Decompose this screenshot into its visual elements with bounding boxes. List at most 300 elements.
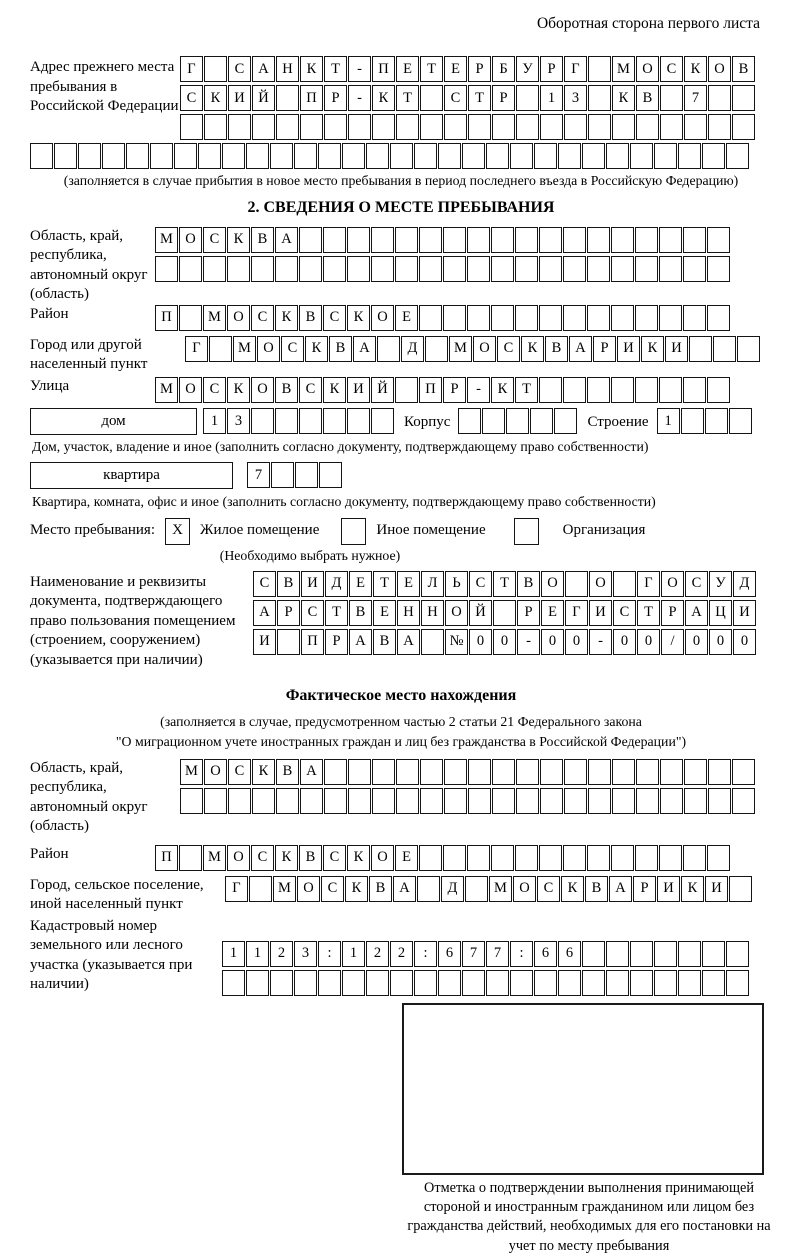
char-box[interactable] [565, 571, 588, 597]
char-box[interactable]: О [297, 876, 320, 902]
char-box[interactable]: С [301, 600, 324, 626]
char-box[interactable] [708, 788, 731, 814]
char-box[interactable] [318, 143, 341, 169]
char-box[interactable]: О [227, 845, 250, 871]
char-box[interactable]: Й [252, 85, 275, 111]
char-box[interactable]: В [299, 845, 322, 871]
char-box[interactable] [295, 462, 318, 488]
char-box[interactable] [491, 845, 514, 871]
char-box[interactable] [707, 256, 730, 282]
apartment-type-box[interactable]: квартира [30, 462, 233, 489]
char-box[interactable] [347, 227, 370, 253]
char-box[interactable]: К [227, 227, 250, 253]
char-box[interactable] [659, 377, 682, 403]
char-box[interactable] [180, 114, 203, 140]
char-box[interactable] [732, 85, 755, 111]
char-box[interactable] [390, 970, 413, 996]
char-box[interactable] [660, 788, 683, 814]
char-box[interactable]: В [276, 759, 299, 785]
char-box[interactable] [681, 408, 704, 434]
char-box[interactable]: 2 [366, 941, 389, 967]
char-box[interactable] [630, 143, 653, 169]
char-box[interactable] [708, 85, 731, 111]
char-box[interactable] [468, 114, 491, 140]
char-box[interactable]: К [491, 377, 514, 403]
char-box[interactable]: О [179, 227, 202, 253]
char-box[interactable]: В [277, 571, 300, 597]
char-box[interactable] [155, 256, 178, 282]
char-box[interactable]: И [617, 336, 640, 362]
char-box[interactable] [324, 114, 347, 140]
char-box[interactable] [252, 788, 275, 814]
char-box[interactable]: Р [540, 56, 563, 82]
char-box[interactable] [491, 227, 514, 253]
char-box[interactable]: В [545, 336, 568, 362]
char-box[interactable] [444, 114, 467, 140]
char-box[interactable]: 0 [469, 629, 492, 655]
char-box[interactable]: О [204, 759, 227, 785]
char-box[interactable] [612, 114, 635, 140]
char-box[interactable]: Ц [709, 600, 732, 626]
char-box[interactable]: С [228, 759, 251, 785]
char-box[interactable] [606, 941, 629, 967]
char-box[interactable] [612, 759, 635, 785]
char-box[interactable] [611, 227, 634, 253]
char-box[interactable] [726, 970, 749, 996]
char-box[interactable]: М [155, 377, 178, 403]
char-box[interactable] [419, 227, 442, 253]
char-box[interactable]: Е [397, 571, 420, 597]
char-box[interactable]: С [537, 876, 560, 902]
char-box[interactable]: А [569, 336, 592, 362]
char-box[interactable] [516, 788, 539, 814]
char-box[interactable] [443, 305, 466, 331]
char-box[interactable] [492, 759, 515, 785]
char-box[interactable]: А [609, 876, 632, 902]
char-box[interactable]: С [497, 336, 520, 362]
char-box[interactable]: С [281, 336, 304, 362]
char-box[interactable] [659, 256, 682, 282]
char-box[interactable] [702, 143, 725, 169]
char-box[interactable] [228, 788, 251, 814]
char-box[interactable] [420, 114, 443, 140]
char-box[interactable] [372, 114, 395, 140]
char-box[interactable]: К [305, 336, 328, 362]
char-box[interactable]: М [155, 227, 178, 253]
char-box[interactable] [582, 941, 605, 967]
char-box[interactable] [419, 845, 442, 871]
char-box[interactable]: Р [277, 600, 300, 626]
char-box[interactable]: О [636, 56, 659, 82]
char-box[interactable]: Г [225, 876, 248, 902]
char-box[interactable] [732, 759, 755, 785]
char-box[interactable] [588, 788, 611, 814]
char-box[interactable]: С [660, 56, 683, 82]
char-box[interactable] [683, 256, 706, 282]
char-box[interactable]: П [300, 85, 323, 111]
char-box[interactable]: К [275, 305, 298, 331]
char-box[interactable]: И [228, 85, 251, 111]
char-box[interactable] [395, 256, 418, 282]
char-box[interactable] [396, 114, 419, 140]
char-box[interactable]: О [179, 377, 202, 403]
char-box[interactable] [554, 408, 577, 434]
char-box[interactable] [587, 305, 610, 331]
char-box[interactable]: К [521, 336, 544, 362]
char-box[interactable]: А [397, 629, 420, 655]
char-box[interactable] [179, 256, 202, 282]
char-box[interactable]: - [589, 629, 612, 655]
char-box[interactable] [611, 845, 634, 871]
char-box[interactable]: В [585, 876, 608, 902]
char-box[interactable] [564, 114, 587, 140]
char-box[interactable]: А [252, 56, 275, 82]
char-box[interactable]: О [227, 305, 250, 331]
char-box[interactable] [246, 143, 269, 169]
char-box[interactable]: А [353, 336, 376, 362]
char-box[interactable] [414, 970, 437, 996]
char-box[interactable]: 1 [203, 408, 226, 434]
char-box[interactable] [540, 114, 563, 140]
char-box[interactable] [209, 336, 232, 362]
char-box[interactable] [540, 788, 563, 814]
char-box[interactable]: Т [373, 571, 396, 597]
char-box[interactable]: К [323, 377, 346, 403]
char-box[interactable]: О [445, 600, 468, 626]
char-box[interactable] [606, 970, 629, 996]
char-box[interactable] [732, 788, 755, 814]
char-box[interactable]: У [709, 571, 732, 597]
char-box[interactable] [635, 256, 658, 282]
char-box[interactable]: М [203, 845, 226, 871]
char-box[interactable] [277, 629, 300, 655]
char-box[interactable] [324, 759, 347, 785]
char-box[interactable] [491, 256, 514, 282]
char-box[interactable]: 0 [709, 629, 732, 655]
char-box[interactable]: 7 [486, 941, 509, 967]
char-box[interactable]: 0 [565, 629, 588, 655]
char-box[interactable] [582, 970, 605, 996]
char-box[interactable] [729, 876, 752, 902]
char-box[interactable] [420, 788, 443, 814]
char-box[interactable]: В [275, 377, 298, 403]
char-box[interactable]: К [681, 876, 704, 902]
char-box[interactable] [491, 305, 514, 331]
char-box[interactable]: А [300, 759, 323, 785]
char-box[interactable] [396, 788, 419, 814]
char-box[interactable]: Н [421, 600, 444, 626]
char-box[interactable] [276, 788, 299, 814]
char-box[interactable] [588, 85, 611, 111]
char-box[interactable]: 7 [462, 941, 485, 967]
char-box[interactable]: И [301, 571, 324, 597]
char-box[interactable] [705, 408, 728, 434]
char-box[interactable] [732, 114, 755, 140]
char-box[interactable]: Д [441, 876, 464, 902]
char-box[interactable]: И [347, 377, 370, 403]
char-box[interactable] [587, 227, 610, 253]
char-box[interactable] [588, 56, 611, 82]
char-box[interactable]: Г [180, 56, 203, 82]
char-box[interactable] [659, 227, 682, 253]
char-box[interactable] [708, 114, 731, 140]
char-box[interactable]: 0 [493, 629, 516, 655]
char-box[interactable] [558, 143, 581, 169]
char-box[interactable] [530, 408, 553, 434]
char-box[interactable]: К [275, 845, 298, 871]
char-box[interactable]: 0 [733, 629, 756, 655]
char-box[interactable]: Е [396, 56, 419, 82]
char-box[interactable] [539, 845, 562, 871]
char-box[interactable]: В [636, 85, 659, 111]
char-box[interactable] [588, 759, 611, 785]
char-box[interactable]: 7 [684, 85, 707, 111]
char-box[interactable] [443, 845, 466, 871]
char-box[interactable] [395, 227, 418, 253]
char-box[interactable] [587, 377, 610, 403]
char-box[interactable]: М [203, 305, 226, 331]
char-box[interactable] [516, 85, 539, 111]
char-box[interactable]: Р [633, 876, 656, 902]
char-box[interactable] [468, 759, 491, 785]
char-box[interactable] [611, 377, 634, 403]
char-box[interactable] [683, 227, 706, 253]
char-box[interactable]: / [661, 629, 684, 655]
char-box[interactable]: С [180, 85, 203, 111]
char-box[interactable] [270, 970, 293, 996]
char-box[interactable]: М [233, 336, 256, 362]
char-box[interactable] [299, 256, 322, 282]
char-box[interactable]: И [657, 876, 680, 902]
char-box[interactable] [371, 227, 394, 253]
char-box[interactable] [558, 970, 581, 996]
char-box[interactable] [630, 970, 653, 996]
char-box[interactable] [540, 759, 563, 785]
char-box[interactable]: Г [637, 571, 660, 597]
char-box[interactable] [539, 256, 562, 282]
char-box[interactable]: : [414, 941, 437, 967]
char-box[interactable]: Н [276, 56, 299, 82]
char-box[interactable] [198, 143, 221, 169]
char-box[interactable]: С [323, 305, 346, 331]
char-box[interactable] [323, 256, 346, 282]
char-box[interactable] [635, 227, 658, 253]
char-box[interactable] [684, 759, 707, 785]
char-box[interactable]: Д [733, 571, 756, 597]
char-box[interactable] [539, 377, 562, 403]
char-box[interactable]: Й [469, 600, 492, 626]
char-box[interactable]: 1 [222, 941, 245, 967]
char-box[interactable] [371, 256, 394, 282]
char-box[interactable] [372, 788, 395, 814]
char-box[interactable] [348, 759, 371, 785]
char-box[interactable] [377, 336, 400, 362]
char-box[interactable]: С [321, 876, 344, 902]
char-box[interactable] [678, 941, 701, 967]
char-box[interactable] [702, 970, 725, 996]
char-box[interactable] [246, 970, 269, 996]
char-box[interactable]: 3 [294, 941, 317, 967]
char-box[interactable]: В [517, 571, 540, 597]
char-box[interactable]: С [469, 571, 492, 597]
char-box[interactable] [539, 305, 562, 331]
char-box[interactable] [482, 408, 505, 434]
char-box[interactable] [587, 256, 610, 282]
char-box[interactable] [636, 759, 659, 785]
char-box[interactable] [492, 114, 515, 140]
char-box[interactable]: С [685, 571, 708, 597]
char-box[interactable] [707, 227, 730, 253]
char-box[interactable]: В [299, 305, 322, 331]
char-box[interactable] [180, 788, 203, 814]
char-box[interactable] [726, 941, 749, 967]
char-box[interactable]: П [372, 56, 395, 82]
char-box[interactable] [323, 227, 346, 253]
char-box[interactable]: Г [564, 56, 587, 82]
char-box[interactable]: О [371, 845, 394, 871]
char-box[interactable]: 6 [534, 941, 557, 967]
char-box[interactable] [659, 305, 682, 331]
char-box[interactable] [588, 114, 611, 140]
char-box[interactable]: О [513, 876, 536, 902]
char-box[interactable] [468, 788, 491, 814]
char-box[interactable]: В [369, 876, 392, 902]
char-box[interactable] [587, 845, 610, 871]
char-box[interactable]: А [253, 600, 276, 626]
char-box[interactable]: Н [397, 600, 420, 626]
char-box[interactable] [421, 629, 444, 655]
char-box[interactable]: Е [395, 305, 418, 331]
char-box[interactable]: А [393, 876, 416, 902]
char-box[interactable]: С [444, 85, 467, 111]
char-box[interactable] [438, 143, 461, 169]
char-box[interactable]: М [612, 56, 635, 82]
checkbox-residential[interactable]: X [165, 518, 190, 545]
char-box[interactable] [78, 143, 101, 169]
char-box[interactable] [707, 377, 730, 403]
char-box[interactable] [228, 114, 251, 140]
char-box[interactable]: - [348, 56, 371, 82]
char-box[interactable]: О [589, 571, 612, 597]
char-box[interactable] [635, 845, 658, 871]
char-box[interactable] [510, 970, 533, 996]
char-box[interactable]: Т [396, 85, 419, 111]
char-box[interactable] [271, 462, 294, 488]
char-box[interactable]: К [372, 85, 395, 111]
char-box[interactable]: Т [324, 56, 347, 82]
char-box[interactable] [203, 256, 226, 282]
char-box[interactable]: 1 [246, 941, 269, 967]
char-box[interactable] [683, 845, 706, 871]
house-type-box[interactable]: дом [30, 408, 197, 435]
char-box[interactable] [635, 377, 658, 403]
char-box[interactable]: О [661, 571, 684, 597]
char-box[interactable] [564, 788, 587, 814]
char-box[interactable] [347, 256, 370, 282]
char-box[interactable] [683, 377, 706, 403]
char-box[interactable] [684, 788, 707, 814]
char-box[interactable] [563, 305, 586, 331]
char-box[interactable] [204, 114, 227, 140]
char-box[interactable] [606, 143, 629, 169]
char-box[interactable]: С [228, 56, 251, 82]
char-box[interactable]: 0 [613, 629, 636, 655]
char-box[interactable] [467, 227, 490, 253]
char-box[interactable]: И [665, 336, 688, 362]
char-box[interactable] [371, 408, 394, 434]
char-box[interactable] [227, 256, 250, 282]
char-box[interactable]: С [203, 227, 226, 253]
char-box[interactable]: К [347, 845, 370, 871]
char-box[interactable]: : [510, 941, 533, 967]
char-box[interactable] [347, 408, 370, 434]
char-box[interactable] [516, 759, 539, 785]
char-box[interactable] [395, 377, 418, 403]
char-box[interactable] [30, 143, 53, 169]
char-box[interactable]: П [155, 845, 178, 871]
char-box[interactable]: Л [421, 571, 444, 597]
char-box[interactable] [275, 408, 298, 434]
checkbox-other-premises[interactable] [341, 518, 366, 545]
char-box[interactable] [465, 876, 488, 902]
char-box[interactable] [342, 143, 365, 169]
char-box[interactable]: Р [325, 629, 348, 655]
char-box[interactable] [660, 114, 683, 140]
char-box[interactable] [659, 845, 682, 871]
char-box[interactable]: С [203, 377, 226, 403]
char-box[interactable] [150, 143, 173, 169]
char-box[interactable]: Е [541, 600, 564, 626]
char-box[interactable] [348, 114, 371, 140]
char-box[interactable] [275, 256, 298, 282]
char-box[interactable] [372, 759, 395, 785]
char-box[interactable]: 2 [390, 941, 413, 967]
char-box[interactable]: Р [593, 336, 616, 362]
char-box[interactable] [444, 759, 467, 785]
char-box[interactable]: П [301, 629, 324, 655]
char-box[interactable] [534, 143, 557, 169]
char-box[interactable]: 0 [541, 629, 564, 655]
char-box[interactable]: М [273, 876, 296, 902]
char-box[interactable] [390, 143, 413, 169]
char-box[interactable]: 7 [247, 462, 270, 488]
char-box[interactable] [204, 788, 227, 814]
char-box[interactable] [462, 970, 485, 996]
char-box[interactable] [438, 970, 461, 996]
char-box[interactable] [737, 336, 760, 362]
char-box[interactable]: 6 [438, 941, 461, 967]
char-box[interactable] [366, 143, 389, 169]
char-box[interactable]: Е [349, 571, 372, 597]
char-box[interactable] [493, 600, 516, 626]
char-box[interactable]: Р [661, 600, 684, 626]
char-box[interactable] [516, 114, 539, 140]
char-box[interactable]: К [684, 56, 707, 82]
char-box[interactable]: Р [517, 600, 540, 626]
char-box[interactable]: В [373, 629, 396, 655]
char-box[interactable] [419, 256, 442, 282]
char-box[interactable] [299, 408, 322, 434]
char-box[interactable]: Д [401, 336, 424, 362]
char-box[interactable]: В [329, 336, 352, 362]
char-box[interactable]: К [561, 876, 584, 902]
char-box[interactable] [660, 759, 683, 785]
char-box[interactable] [299, 227, 322, 253]
char-box[interactable]: К [227, 377, 250, 403]
char-box[interactable] [417, 876, 440, 902]
char-box[interactable] [654, 970, 677, 996]
char-box[interactable]: 6 [558, 941, 581, 967]
